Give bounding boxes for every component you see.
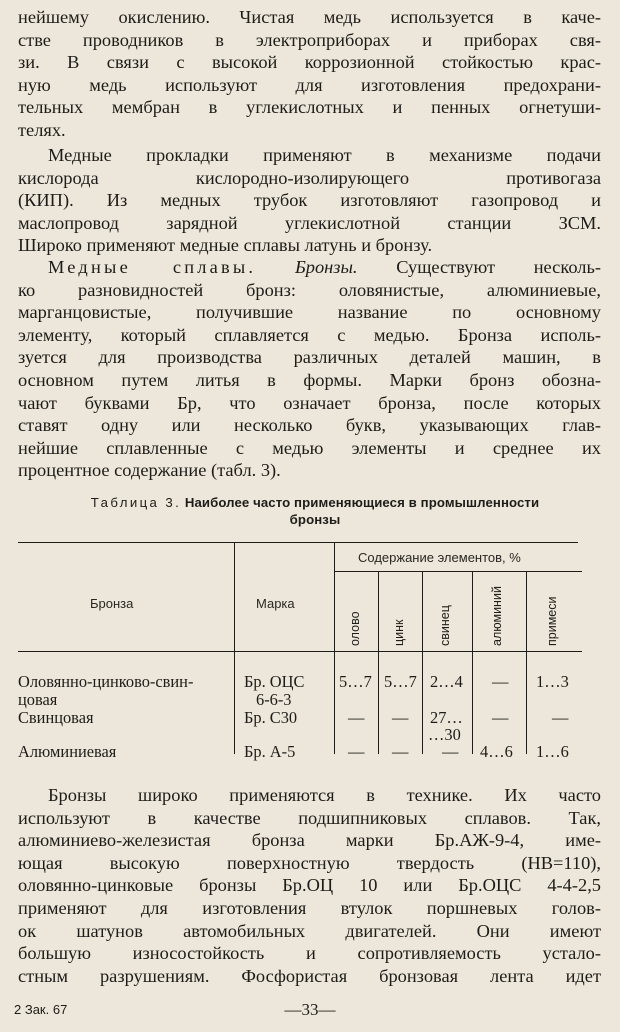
header-zinc: цинк [392,619,406,646]
caption-title: Наиболее часто применяющиеся в промышленности [184,495,540,510]
header-tin: олово [348,611,362,646]
cell-bronze: Свинцовая [18,708,94,727]
cell-tin: — [348,742,365,761]
text-line: ок шатунов автомобильных двигателей. Они имеют [18,920,601,941]
paragraph-3 [18,256,601,482]
header-element-group: Содержание элементов, % [358,550,521,565]
group-header-rule [334,571,582,572]
cell-tin: — [348,708,365,727]
text-line: стным разрушениям. Фосфористая бронзовая лента идет [18,965,601,986]
cell-aluminum: — [492,672,509,691]
text-line: основном путем литья в формы. Марки бронз обозна- [18,369,601,390]
column-divider [472,571,473,754]
cell-impurities: 1…3 [536,672,569,691]
cell-bronze: Алюминиевая [18,742,117,761]
text-fragment: Существуют несколь- [396,257,601,277]
cell-mark: Бр. А-5 [244,742,296,761]
cell-bronze: цовая [18,690,58,709]
text-line: ную медь используют для изготовления предохрани- [18,74,601,95]
text-line: маслопровод зарядной углекислотной станции ЗСМ. [18,212,601,233]
text-line: Медные прокладки применяют в механизме подачи [48,145,601,165]
column-divider [422,571,423,754]
column-divider [334,542,335,754]
cell-bronze: Оловянно-цинково-свин- [18,672,194,691]
caption-label: Таблица 3. [90,495,182,510]
cell-lead: …30 [428,725,461,744]
text-line: большую износостойкость и сопротивляемость устало- [18,943,601,964]
cell-impurities: — [552,708,569,727]
cell-lead: 27… [430,708,463,727]
cell-mark: Бр. ОЦС [244,672,305,691]
paragraph-1 [18,6,601,142]
cell-impurities: 1…6 [536,742,569,761]
printer-signature: 2 Зак. 67 [14,1002,68,1017]
column-divider [378,571,379,754]
text-line: чают буквами Бр, что означает бронза, после которых [18,392,601,413]
column-divider [526,571,527,754]
cell-mark: 6-6-3 [256,690,292,709]
text-line: (КИП). Из медных трубок изготовляют газопровод и [18,190,601,211]
header-bottom-rule [18,651,582,652]
cell-zinc: — [392,708,409,727]
cell-tin: 5…7 [339,672,372,691]
text-line: ющая высокую поверхностную твердость (HB=110), [18,852,601,873]
text-line: оловянно-цинковые бронзы Бр.ОЦ 10 или Бр.ОЦС 4-4-2,5 [18,875,601,896]
text-line: нейшему окислению. Чистая медь используется в каче- [18,7,601,27]
text-line: телях. [18,119,66,140]
text-line: кислорода кислородно-изолирующего противогаза [18,167,601,188]
cell-zinc: — [392,742,409,761]
page-footer [0,1000,620,1022]
text-line: тельных мембран в углекислотных и пенных огнетуши- [18,97,601,118]
text-line: процентное содержание (табл. 3). [18,460,281,481]
text-line: элементу, который сплавляется с медью. Бронза исполь- [18,324,601,345]
page-number: —33— [284,1000,336,1019]
cell-aluminum: 4…6 [480,742,513,761]
text-line: марганцовистые, получившие название по основному [18,302,601,323]
text-line: Широко применяют медные сплавы латунь и бронзу. [18,235,433,256]
text-line: зи. В связи с высокой коррозионной стойкостью крас- [18,52,601,73]
table-top-rule [18,542,578,543]
text-line: используют в качестве подшипниковых сплавов. Так, [18,807,601,828]
italic-term: Бронзы. [294,257,358,277]
cell-lead: — [442,742,459,761]
table-caption [30,494,600,528]
caption-title-continued: бронзы [289,512,341,527]
text-line: алюминиево-железистая бронза марки Бр.АЖ-9-4, име- [18,830,601,851]
text-line: нейшие сплавленные с медью элементы и среднее их [18,437,601,458]
header-aluminum: алюминий [490,586,504,646]
text-line: ко разновидностей бронз: оловянистые, алюминиевые, [18,279,601,300]
cell-zinc: 5…7 [384,672,417,691]
cell-mark: Бр. С30 [244,708,298,727]
paragraph-2 [18,144,601,257]
text-line [18,256,601,279]
text-line: применяют для изготовления втулок поршневых голов- [18,897,601,918]
paragraph-4 [18,784,601,987]
cell-lead: 2…4 [430,672,463,691]
column-divider [234,542,235,754]
text-line: стве проводников в электроприборах и приборах свя- [18,29,601,50]
text-line: зуется для производства различных деталей машин, в [18,347,601,368]
header-lead: свинец [438,605,452,646]
cell-aluminum: — [492,708,509,727]
text-line: ставят одну или несколько букв, указывающих глав- [18,415,601,436]
text-line: Бронзы широко применяются в технике. Их часто [48,785,601,805]
bronze-table [18,540,600,772]
header-impurities: примеси [545,596,559,646]
header-mark: Марка [256,596,295,611]
spaced-heading: Медные сплавы. [48,257,257,277]
header-bronze: Бронза [90,596,134,611]
